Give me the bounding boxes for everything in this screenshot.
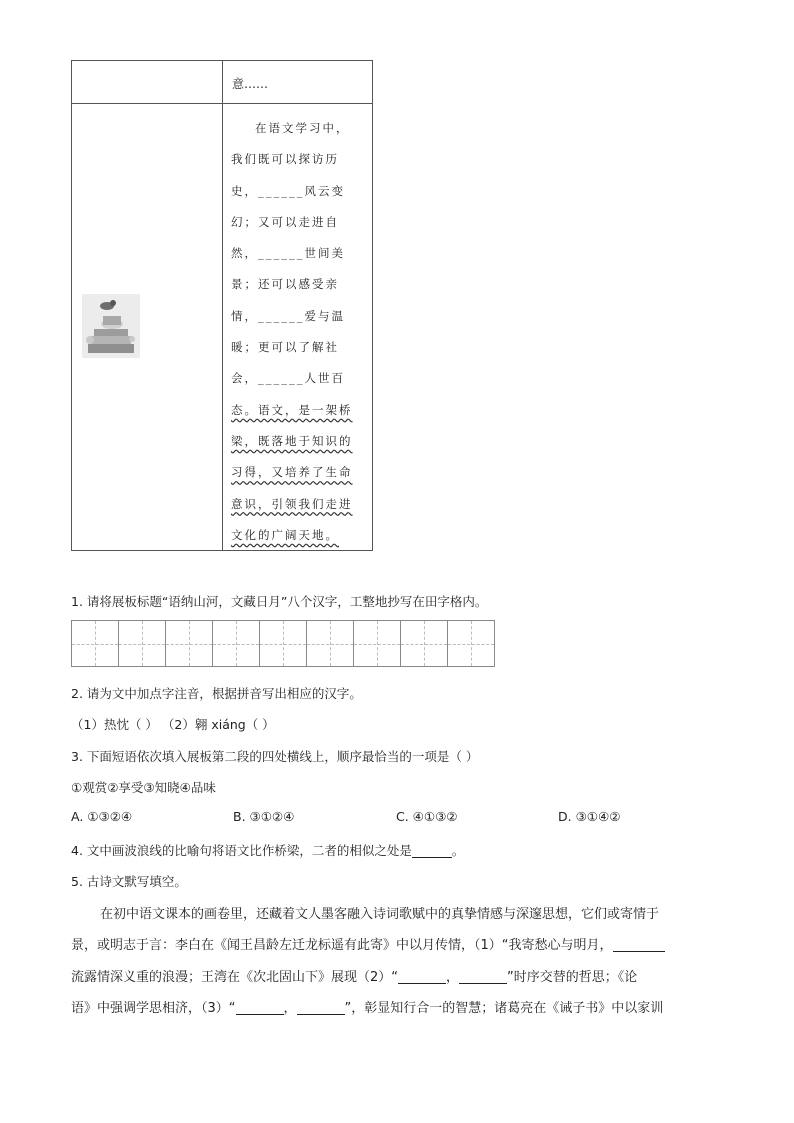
tian-box[interactable] — [259, 620, 307, 667]
answer-blank[interactable] — [412, 843, 452, 858]
passage-line: 会，______人世百 — [231, 371, 345, 386]
passage-line: 暖；更可以了解社 — [231, 340, 339, 355]
top-cell-text: 意…… — [232, 77, 269, 91]
tian-box[interactable] — [447, 620, 495, 667]
question-2-items: （1）热忱（ ） （2）翱 xiáng（ ） — [71, 717, 275, 732]
option-b[interactable]: B. ③①②④ — [233, 809, 295, 824]
passage-text: ”，彰显知行合一的智慧；诸葛亮在《诫子书》中以家训 — [344, 1001, 664, 1016]
passage-text: 景，或明志于言：李白在《闻王昌龄左迁龙标遥有此寄》中以月传情，（1）“我寄愁心与明月， — [71, 938, 613, 953]
tian-box[interactable] — [165, 620, 213, 667]
wavy-passage-line: 态。语文，是一架桥 — [231, 402, 353, 417]
books-bird-image — [82, 294, 140, 358]
wavy-passage-line: 习得，又培养了生命 — [231, 465, 353, 480]
tian-box[interactable] — [71, 620, 119, 667]
wavy-passage-line: 文化的广阔天地。 — [231, 527, 339, 542]
option-d[interactable]: D. ③①④② — [558, 809, 621, 824]
passage-line: 幻；又可以走进自 — [231, 214, 339, 229]
question-1: 1. 请将展板标题“语纳山河，文藏日月”八个汉字，工整地抄写在田字格内。 — [71, 594, 488, 609]
passage-line: 然，______世间美 — [231, 246, 345, 261]
passage-text: ， — [446, 970, 460, 985]
passage-line-4 — [71, 997, 716, 1016]
tian-grid — [71, 620, 494, 667]
tian-box[interactable] — [118, 620, 166, 667]
passage-line: 情，______爱与温 — [231, 308, 345, 323]
board-passage — [231, 113, 361, 551]
question-3-phrases: ①观赏②享受③知晓④品味 — [71, 780, 216, 795]
option-a[interactable]: A. ①③②④ — [71, 809, 133, 824]
answer-blank[interactable] — [236, 1000, 284, 1015]
exhibit-board-table — [71, 60, 373, 551]
tian-box[interactable] — [400, 620, 448, 667]
passage-text: 流露情深义重的浪漫；王湾在《次北固山下》展现（2）“ — [71, 970, 399, 985]
answer-blank[interactable] — [613, 937, 665, 952]
answer-blank[interactable] — [459, 969, 507, 984]
answer-blank[interactable] — [398, 969, 446, 984]
question-4-end: 。 — [451, 843, 465, 858]
wavy-passage-line: 意识，引领我们走进 — [231, 496, 353, 511]
passage-text: ”时序交替的哲思；《论 — [507, 970, 638, 985]
wavy-passage-line: 梁，既落地于知识的 — [231, 433, 353, 448]
passage-text: 语》中强调学思相济，（3）“ — [71, 1001, 236, 1016]
passage-line-2 — [71, 934, 716, 953]
tian-box[interactable] — [353, 620, 401, 667]
question-4 — [71, 841, 464, 859]
passage-line-3 — [71, 966, 716, 985]
question-5: 5. 古诗文默写填空。 — [71, 874, 187, 889]
passage-line: 我们既可以探访历 — [231, 152, 339, 167]
question-4-text: 4. 文中画波浪线的比喻句将语文比作桥梁，二者的相似之处是 — [71, 843, 412, 858]
tian-box[interactable] — [212, 620, 260, 667]
passage-line: 史，______风云变 — [231, 183, 345, 198]
table-column-divider — [222, 61, 223, 550]
passage-line: 在语文学习中， — [255, 121, 350, 135]
tian-box[interactable] — [306, 620, 354, 667]
option-c[interactable]: C. ④①③② — [396, 809, 458, 824]
question-2: 2. 请为文中加点字注音，根据拼音写出相应的汉字。 — [71, 686, 362, 701]
answer-blank[interactable] — [297, 1000, 345, 1015]
passage-text: ， — [283, 1001, 297, 1016]
passage-line-1: 在初中语文课本的画卷里，还藏着文人墨客融入诗词歌赋中的真挚情感与深邃思想，它们或寄情于 — [100, 907, 660, 922]
passage-line: 景；还可以感受亲 — [231, 277, 339, 292]
question-3: 3. 下面短语依次填入展板第二段的四处横线上，顺序最恰当的一项是（ ） — [71, 749, 479, 764]
